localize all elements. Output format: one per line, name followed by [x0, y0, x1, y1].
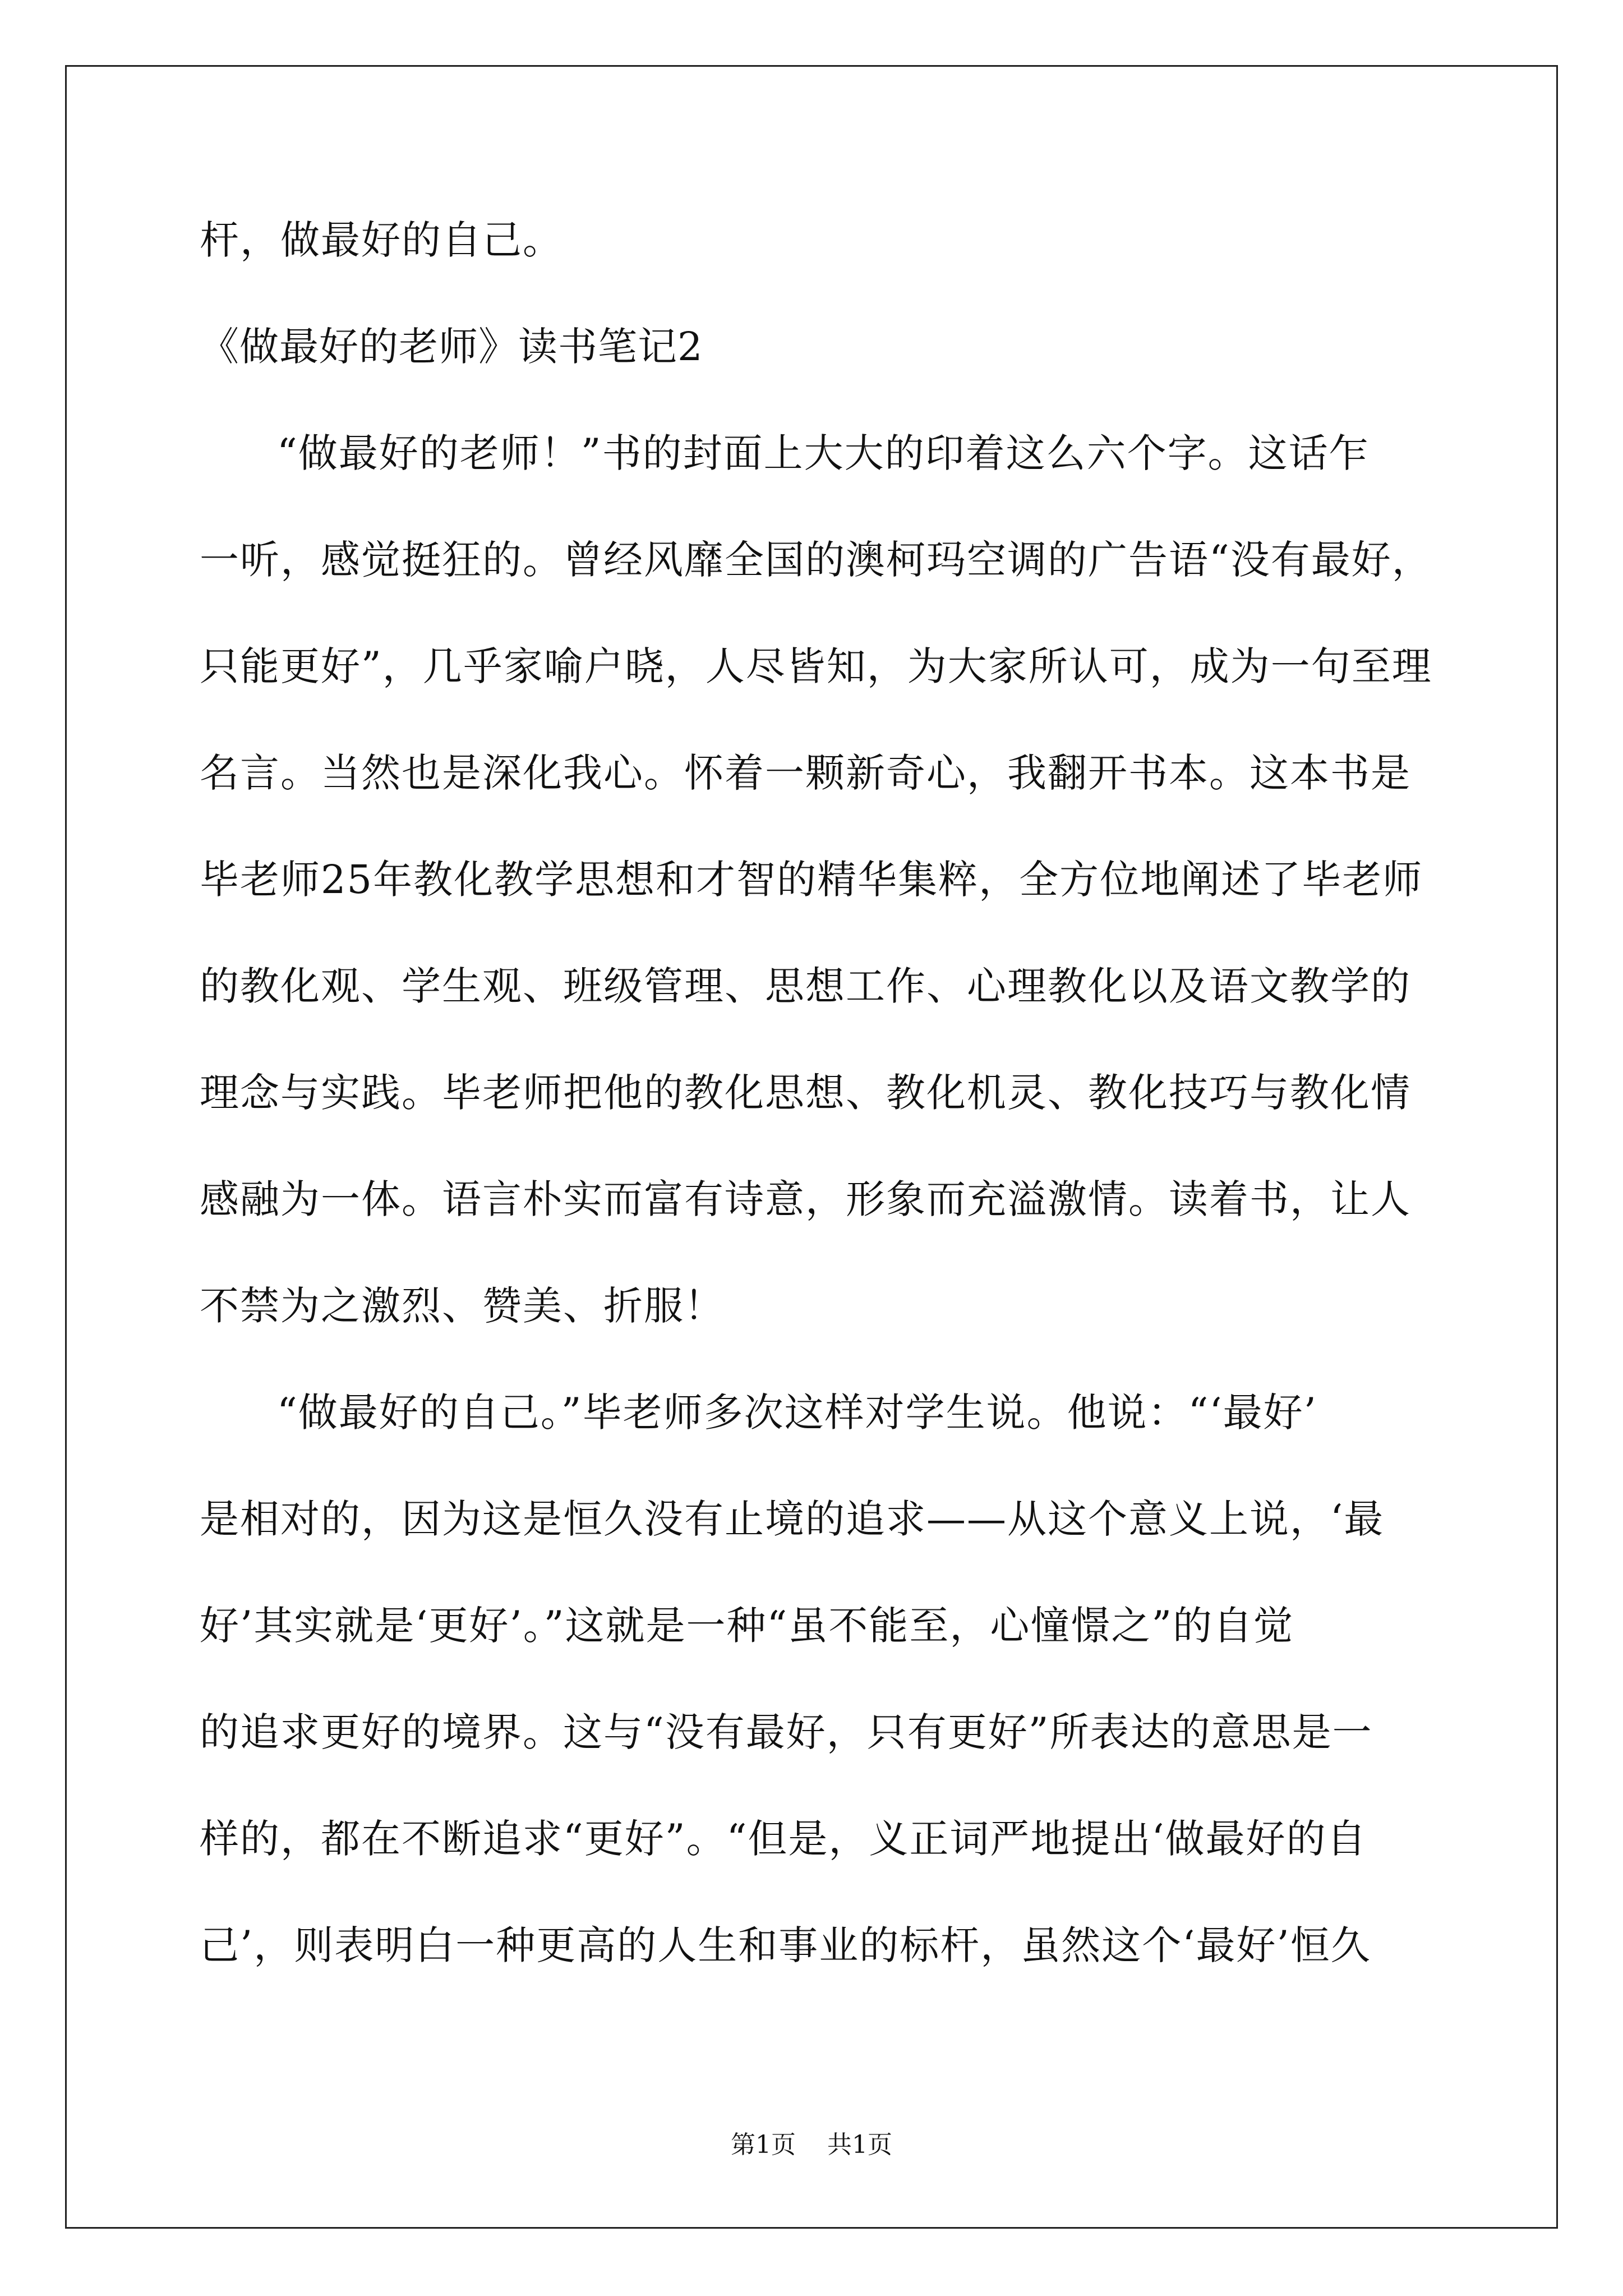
section-heading: 《做最好的老师》读书笔记2 — [200, 324, 703, 370]
document-body — [200, 213, 1432, 2025]
page-number: 第1页 — [731, 2131, 796, 2159]
text-line: 名言。当然也是深化我心。怀着一颗新奇心，我翻开书本。这本书是 — [200, 750, 1411, 796]
text-line: 己’，则表明白一种更高的人生和事业的标杆，虽然这个‘最好’恒久 — [200, 1922, 1371, 1968]
text-line: 杆，做最好的自己。 — [200, 217, 563, 263]
text-line: 是相对的，因为这是恒久没有止境的追求——从这个意义上说，‘最 — [200, 1496, 1385, 1542]
text-line: 感融为一体。语言朴实而富有诗意，形象而充溢激情。读着书，让人 — [200, 1176, 1411, 1222]
text-line: 好’其实就是‘更好’。”这就是一种“虽不能至，心憧憬之”的自觉 — [200, 1603, 1294, 1649]
text-line: 不禁为之激烈、赞美、折服！ — [200, 1283, 725, 1329]
text-line: 理念与实践。毕老师把他的教化思想、教化机灵、教化技巧与教化情 — [200, 1070, 1411, 1116]
text-line: 样的，都在不断追求“更好”。“但是，义正词严地提出‘做最好的自 — [200, 1816, 1367, 1862]
page-footer — [0, 2129, 1623, 2161]
text-line: 的教化观、学生观、班级管理、思想工作、心理教化以及语文教学的 — [200, 963, 1411, 1009]
text-line: 毕老师25年教化教学思想和才智的精华集粹，全方位地阐述了毕老师 — [200, 857, 1423, 903]
text-line: 只能更好”，几乎家喻户晓，人尽皆知，为大家所认可，成为一句至理 — [200, 643, 1432, 689]
paragraph-first-line: “做最好的自己。”毕老师多次这样对学生说。他说：“‘最好’ — [277, 1389, 1317, 1435]
text-line: 的追求更好的境界。这与“没有最好，只有更好”所表达的意思是一 — [200, 1709, 1373, 1755]
page-total: 共1页 — [827, 2131, 892, 2159]
text-line: 一听，感觉挺狂的。曾经风靡全国的澳柯玛空调的广告语“没有最好， — [200, 537, 1432, 583]
paragraph-first-line: “做最好的老师！”书的封面上大大的印着这么六个字。这话乍 — [277, 430, 1370, 476]
